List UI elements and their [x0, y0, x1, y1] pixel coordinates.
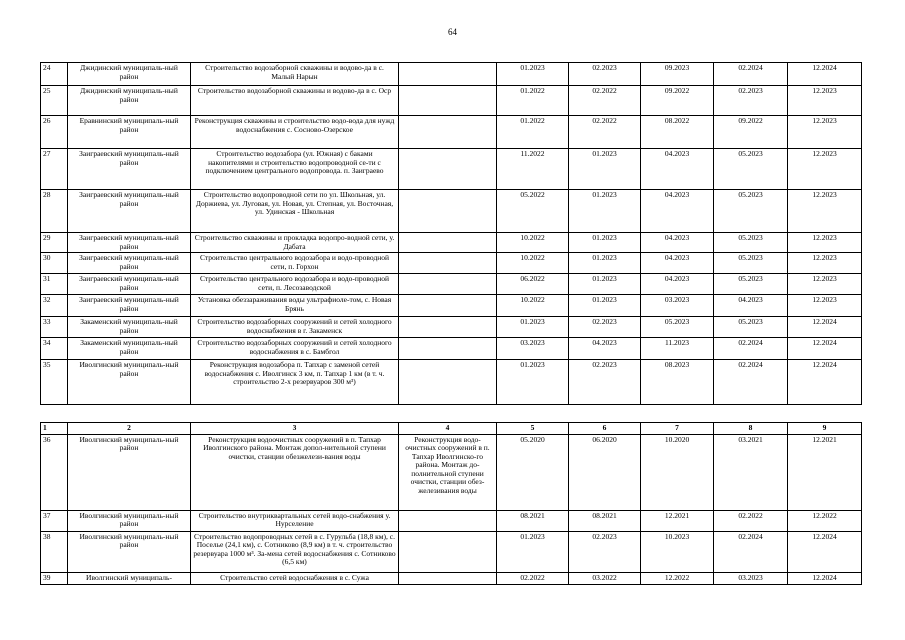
row-number: 38 [41, 531, 68, 572]
date-cell-6: 01.2023 [569, 295, 641, 317]
date-cell-7: 10.2020 [641, 434, 714, 510]
project-cell: Реконструкция водозабора п. Тапхар с заменой сетей водоснабжения с. Иволгинск 3 км, п. Тапхар 1 км (в т. ч. строительство 2-х резервуаров 300 м³) [191, 360, 399, 405]
district-cell: Заиграевский муниципаль-ный район [68, 295, 191, 317]
project-cell: Реконструкция скважины и строительство водо-вода для нужд водоснабжения с. Сосново-Озерское [191, 116, 399, 149]
row-number: 32 [41, 295, 68, 317]
project-cell: Строительство центрального водозабора и водо-проводной сети, п. Горхон [191, 253, 399, 274]
page-number: 64 [448, 27, 457, 37]
date-cell-5: 11.2022 [497, 149, 569, 190]
table-row [41, 253, 862, 274]
date-cell-7: 04.2023 [641, 149, 714, 190]
date-cell-5: 10.2022 [497, 253, 569, 274]
date-cell-9: 12.2024 [788, 360, 862, 405]
date-cell-6: 02.2023 [569, 317, 641, 338]
date-cell-9: 12.2023 [788, 116, 862, 149]
date-cell-7: 04.2023 [641, 233, 714, 253]
row-number: 36 [41, 434, 68, 510]
table-row [41, 63, 862, 86]
row-number: 26 [41, 116, 68, 149]
table-row [41, 317, 862, 338]
row-number: 37 [41, 510, 68, 531]
district-cell: Заиграевский муниципаль-ный район [68, 149, 191, 190]
date-cell-9: 12.2024 [788, 317, 862, 338]
column-number: 1 [41, 423, 68, 435]
project-cell: Строительство сетей водоснабжения в с. Сужа [191, 572, 399, 584]
row-number: 39 [41, 572, 68, 584]
date-cell-7: 09.2023 [641, 63, 714, 86]
column-number: 5 [497, 423, 569, 435]
date-cell-8: 09.2022 [714, 116, 788, 149]
column-number: 3 [191, 423, 399, 435]
date-cell-8: 05.2023 [714, 274, 788, 295]
column-4-cell [399, 233, 497, 253]
project-cell: Строительство водозаборной скважины и водово-да в с. Оср [191, 86, 399, 116]
date-cell-8: 05.2023 [714, 317, 788, 338]
date-cell-5: 01.2023 [497, 63, 569, 86]
table-part-2 [40, 422, 862, 585]
date-cell-5: 01.2023 [497, 317, 569, 338]
date-cell-7: 04.2023 [641, 253, 714, 274]
column-number: 6 [569, 423, 641, 435]
table-row [41, 233, 862, 253]
column-number: 9 [788, 423, 862, 435]
date-cell-8: 05.2023 [714, 253, 788, 274]
date-cell-7: 03.2023 [641, 295, 714, 317]
date-cell-9: 12.2024 [788, 572, 862, 584]
column-4-cell [399, 531, 497, 572]
date-cell-5: 10.2022 [497, 295, 569, 317]
column-4-cell [399, 274, 497, 295]
column-4-cell [399, 86, 497, 116]
date-cell-5: 01.2023 [497, 531, 569, 572]
project-cell: Установка обеззараживания воды ультрафиоле-том, с. Новая Брянь [191, 295, 399, 317]
project-cell: Строительство водопроводной сети по ул. Школьная, ул. Доржиева, ул. Луговая, ул. Новая, ул. Степная, ул. Восточная, ул. Удинская - Школьная [191, 190, 399, 233]
date-cell-6: 03.2022 [569, 572, 641, 584]
date-cell-9: 12.2024 [788, 63, 862, 86]
district-cell: Джидинский муниципаль-ный район [68, 86, 191, 116]
date-cell-7: 04.2023 [641, 190, 714, 233]
date-cell-9: 12.2023 [788, 149, 862, 190]
table-row [41, 360, 862, 405]
row-number: 34 [41, 338, 68, 360]
district-cell: Иволгинский муниципаль-ный район [68, 360, 191, 405]
row-number: 24 [41, 63, 68, 86]
column-number: 2 [68, 423, 191, 435]
date-cell-9: 12.2021 [788, 434, 862, 510]
district-cell: Закаменский муниципаль-ный район [68, 317, 191, 338]
date-cell-7: 11.2023 [641, 338, 714, 360]
column-4-cell [399, 253, 497, 274]
date-cell-9: 12.2023 [788, 253, 862, 274]
date-cell-7: 08.2023 [641, 360, 714, 405]
date-cell-5: 06.2022 [497, 274, 569, 295]
column-4-cell [399, 360, 497, 405]
district-cell: Иволгинский муниципаль-ный район [68, 531, 191, 572]
district-cell: Заиграевский муниципаль-ный район [68, 233, 191, 253]
project-cell: Строительство водозаборных сооружений и сетей холодного водоснабжения в с. Бамбгол [191, 338, 399, 360]
date-cell-6: 01.2023 [569, 149, 641, 190]
district-cell: Иволгинский муниципаль-ный район [68, 434, 191, 510]
date-cell-8: 02.2024 [714, 63, 788, 86]
column-4-cell [399, 295, 497, 317]
column-4-cell [399, 510, 497, 531]
date-cell-8: 02.2023 [714, 86, 788, 116]
date-cell-8: 05.2023 [714, 233, 788, 253]
table-row [41, 510, 862, 531]
row-number: 35 [41, 360, 68, 405]
date-cell-9: 12.2023 [788, 86, 862, 116]
date-cell-6: 01.2023 [569, 274, 641, 295]
date-cell-8: 04.2023 [714, 295, 788, 317]
date-cell-5: 02.2022 [497, 572, 569, 584]
date-cell-5: 01.2023 [497, 360, 569, 405]
district-cell: Заиграевский муниципаль-ный район [68, 253, 191, 274]
district-cell: Заиграевский муниципаль-ный район [68, 274, 191, 295]
date-cell-8: 05.2023 [714, 149, 788, 190]
district-cell: Иволгинский муниципаль-ный район [68, 510, 191, 531]
date-cell-9: 12.2024 [788, 531, 862, 572]
row-number: 25 [41, 86, 68, 116]
table-part-1 [40, 62, 862, 405]
date-cell-6: 06.2020 [569, 434, 641, 510]
project-cell: Реконструкция водоочистных сооружений в п. Тапхар Иволгинского района. Монтаж допол-нительной ступени очистки, станции обезжелези-вания воды [191, 434, 399, 510]
date-cell-9: 12.2023 [788, 295, 862, 317]
date-cell-8: 02.2024 [714, 360, 788, 405]
date-cell-6: 01.2023 [569, 233, 641, 253]
project-cell: Строительство водозаборных сооружений и сетей холодного водоснабжения в г. Закаменск [191, 317, 399, 338]
table-row [41, 190, 862, 233]
row-number: 28 [41, 190, 68, 233]
date-cell-6: 02.2023 [569, 531, 641, 572]
date-cell-5: 03.2023 [497, 338, 569, 360]
date-cell-9: 12.2024 [788, 338, 862, 360]
table-row [41, 274, 862, 295]
date-cell-7: 05.2023 [641, 317, 714, 338]
project-cell: Строительство центрального водозабора и водо-проводной сети, п. Лесозаводской [191, 274, 399, 295]
district-cell: Джидинский муниципаль-ный район [68, 63, 191, 86]
date-cell-7: 04.2023 [641, 274, 714, 295]
table-row [41, 86, 862, 116]
date-cell-7: 08.2022 [641, 116, 714, 149]
date-cell-6: 02.2022 [569, 116, 641, 149]
row-number: 30 [41, 253, 68, 274]
project-cell: Строительство водозаборной скважины и водово-да в с. Малый Нарын [191, 63, 399, 86]
date-cell-6: 01.2023 [569, 253, 641, 274]
date-cell-6: 08.2021 [569, 510, 641, 531]
date-cell-5: 10.2022 [497, 233, 569, 253]
project-cell: Строительство водозабора (ул. Южная) с баками накопителями и строительство водопроводной се-ти с подключением центрального водопровода. п. Заиграево [191, 149, 399, 190]
date-cell-5: 01.2022 [497, 86, 569, 116]
column-number: 8 [714, 423, 788, 435]
district-cell: Еравнинский муниципаль-ный район [68, 116, 191, 149]
column-4-cell [399, 63, 497, 86]
row-number: 31 [41, 274, 68, 295]
row-number: 29 [41, 233, 68, 253]
table-row [41, 572, 862, 584]
date-cell-8: 05.2023 [714, 190, 788, 233]
column-number-header [41, 423, 862, 435]
column-number: 7 [641, 423, 714, 435]
date-cell-6: 01.2023 [569, 190, 641, 233]
row-number: 27 [41, 149, 68, 190]
project-cell: Строительство водопроводных сетей в с. Гурульба (18,8 км), с. Поселье (24,1 км), с. Сотниково (8,9 км) в т. ч. строительство резервуара 1000 м³. За-мена сетей водоснабжения с. Сотниково (6,5 км) [191, 531, 399, 572]
table-row [41, 338, 862, 360]
date-cell-9: 12.2023 [788, 190, 862, 233]
table-row [41, 434, 862, 510]
district-cell: Иволгинский муниципаль- [68, 572, 191, 584]
column-4-cell [399, 317, 497, 338]
project-cell: Строительство внутриквартальных сетей водо-снабжения у. Нурселение [191, 510, 399, 531]
table-row [41, 116, 862, 149]
column-number: 4 [399, 423, 497, 435]
date-cell-5: 05.2022 [497, 190, 569, 233]
date-cell-8: 02.2022 [714, 510, 788, 531]
district-cell: Закаменский муниципаль-ный район [68, 338, 191, 360]
table-row [41, 295, 862, 317]
date-cell-9: 12.2023 [788, 233, 862, 253]
column-4-cell [399, 338, 497, 360]
date-cell-7: 10.2023 [641, 531, 714, 572]
date-cell-9: 12.2023 [788, 274, 862, 295]
date-cell-5: 08.2021 [497, 510, 569, 531]
row-number: 33 [41, 317, 68, 338]
date-cell-6: 02.2023 [569, 63, 641, 86]
table-row [41, 149, 862, 190]
date-cell-6: 02.2023 [569, 360, 641, 405]
date-cell-8: 02.2024 [714, 338, 788, 360]
column-4-cell: Реконструкция водо-очистных сооружений в п. Тапхар Иволгинско-го района. Монтаж до-полнительной ступени очистки, станции обез-железивания воды [399, 434, 497, 510]
table-row [41, 531, 862, 572]
column-4-cell [399, 149, 497, 190]
column-4-cell [399, 572, 497, 584]
date-cell-6: 02.2022 [569, 86, 641, 116]
date-cell-7: 09.2022 [641, 86, 714, 116]
date-cell-7: 12.2021 [641, 510, 714, 531]
column-4-cell [399, 190, 497, 233]
column-4-cell [399, 116, 497, 149]
date-cell-7: 12.2022 [641, 572, 714, 584]
date-cell-8: 03.2023 [714, 572, 788, 584]
district-cell: Заиграевский муниципаль-ный район [68, 190, 191, 233]
date-cell-9: 12.2022 [788, 510, 862, 531]
date-cell-8: 02.2024 [714, 531, 788, 572]
date-cell-6: 04.2023 [569, 338, 641, 360]
date-cell-5: 05.2020 [497, 434, 569, 510]
date-cell-5: 01.2022 [497, 116, 569, 149]
date-cell-8: 03.2021 [714, 434, 788, 510]
project-cell: Строительство скважины и прокладка водопро-водной сети, у. Дабата [191, 233, 399, 253]
